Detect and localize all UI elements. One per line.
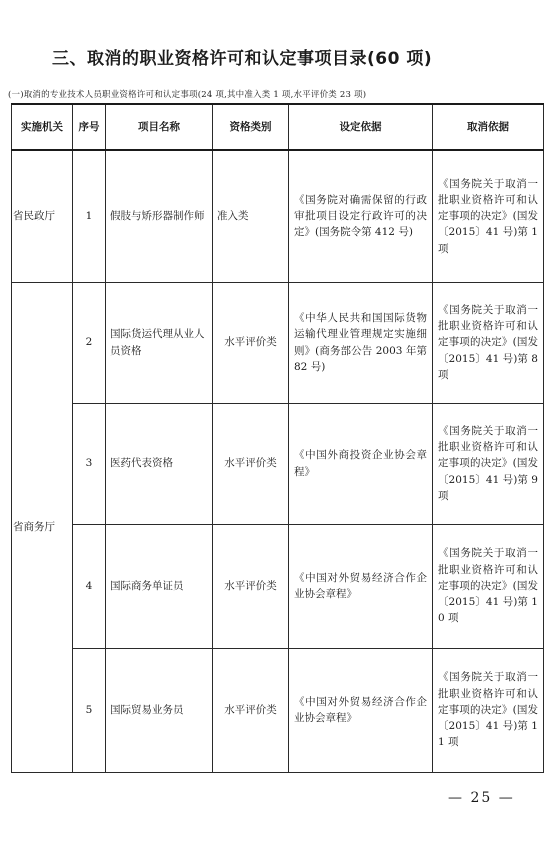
cell-org: 省民政厅	[12, 150, 73, 282]
cell-cancel: 《国务院关于取消一批职业资格许可和认定事项的决定》(国发〔2015〕41 号)第 10 项	[433, 524, 544, 648]
cell-basis: 《中国对外贸易经济合作企业协会章程》	[289, 524, 433, 648]
header-org: 实施机关	[12, 104, 73, 150]
cell-seq: 4	[73, 524, 106, 648]
cell-category: 准入类	[213, 150, 289, 282]
qualification-table	[11, 103, 544, 773]
cell-basis: 《国务院对确需保留的行政审批项目设定行政许可的决定》(国务院令第 412 号)	[289, 150, 433, 282]
table-row	[12, 282, 544, 403]
header-category: 资格类别	[213, 104, 289, 150]
table-row	[12, 524, 544, 648]
cell-cancel: 《国务院关于取消一批职业资格许可和认定事项的决定》(国发〔2015〕41 号)第 1 项	[433, 150, 544, 282]
cell-name: 国际货运代理从业人员资格	[106, 282, 213, 403]
cell-cancel: 《国务院关于取消一批职业资格许可和认定事项的决定》(国发〔2015〕41 号)第 11 项	[433, 648, 544, 772]
table-row	[12, 403, 544, 524]
cell-name: 国际贸易业务员	[106, 648, 213, 772]
header-basis: 设定依据	[289, 104, 433, 150]
section-title: 三、取消的职业资格许可和认定事项目录(60 项)	[52, 49, 433, 69]
page-number: — 25 —	[448, 790, 515, 806]
cell-category: 水平评价类	[213, 648, 289, 772]
cell-name: 假肢与矫形器制作师	[106, 150, 213, 282]
cell-category: 水平评价类	[213, 282, 289, 403]
header-cancel: 取消依据	[433, 104, 544, 150]
cell-basis: 《中华人民共和国国际货物运输代理业管理规定实施细则》(商务部公告 2003 年第 82 号)	[289, 282, 433, 403]
cell-seq: 3	[73, 403, 106, 524]
cell-seq: 2	[73, 282, 106, 403]
cell-category: 水平评价类	[213, 403, 289, 524]
table-header-row	[12, 104, 544, 150]
cell-basis: 《中国外商投资企业协会章程》	[289, 403, 433, 524]
table-row	[12, 648, 544, 772]
cell-cancel: 《国务院关于取消一批职业资格许可和认定事项的决定》(国发〔2015〕41 号)第 9 项	[433, 403, 544, 524]
cell-category: 水平评价类	[213, 524, 289, 648]
cell-basis: 《中国对外贸易经济合作企业协会章程》	[289, 648, 433, 772]
table-row	[12, 150, 544, 282]
header-name: 项目名称	[106, 104, 213, 150]
cell-name: 国际商务单证员	[106, 524, 213, 648]
cell-name: 医药代表资格	[106, 403, 213, 524]
cell-seq: 1	[73, 150, 106, 282]
cell-seq: 5	[73, 648, 106, 772]
cell-cancel: 《国务院关于取消一批职业资格许可和认定事项的决定》(国发〔2015〕41 号)第 8 项	[433, 282, 544, 403]
cell-org: 省商务厅	[12, 282, 73, 772]
subsection-heading: (一)取消的专业技术人员职业资格许可和认定事项(24 项,其中准入类 1 项,水平评价类 23 项)	[8, 90, 367, 100]
header-seq: 序号	[73, 104, 106, 150]
